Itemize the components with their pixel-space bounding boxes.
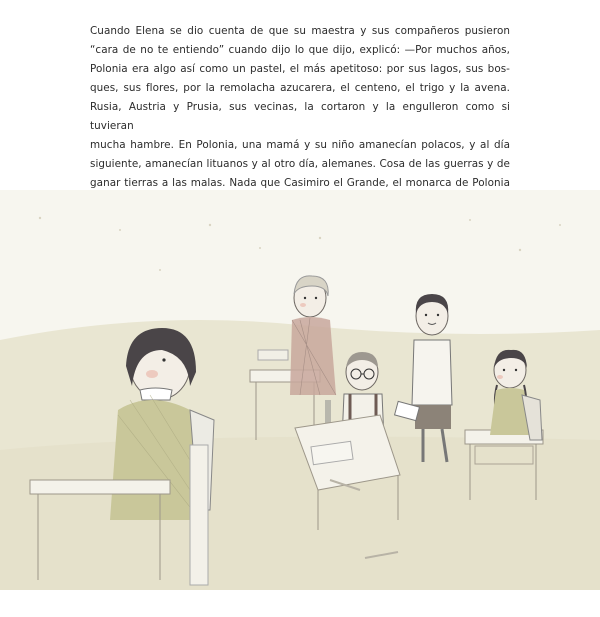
paragraph-line: mucha hambre. En Polonia, una mamá y su niño amanecían polacos, y al día — [90, 139, 510, 151]
paragraph-line: ganar tierras a las malas. Nada que Casimiro el Grande, el monarca de Polonia — [90, 177, 510, 189]
classroom-illustration — [0, 190, 600, 590]
paragraph-line: “cara de no te entiendo” cuando dijo lo que dijo, explicó: —Por muchos años, — [90, 44, 510, 56]
paragraph-line: Cuando Elena se dio cuenta de que su maestra y sus compañeros pusieron — [90, 25, 510, 37]
paragraph-line: Rusia, Austria y Prusia, sus vecinas, la cortaron y la engulleron como si tuvieran — [90, 101, 510, 132]
paragraph-line: siguiente, amanecían lituanos y al otro día, alemanes. Cosa de las guerras y de — [90, 158, 510, 170]
story-paragraph — [90, 22, 510, 212]
paragraph-line: Polonia era algo así como un pastel, el más apetitoso: por sus lagos, sus bos- — [90, 63, 510, 75]
floor-shadow — [0, 437, 600, 590]
paragraph-line: ques, sus flores, por la remolacha azucarera, el centeno, el trigo y la avena. — [90, 82, 510, 94]
